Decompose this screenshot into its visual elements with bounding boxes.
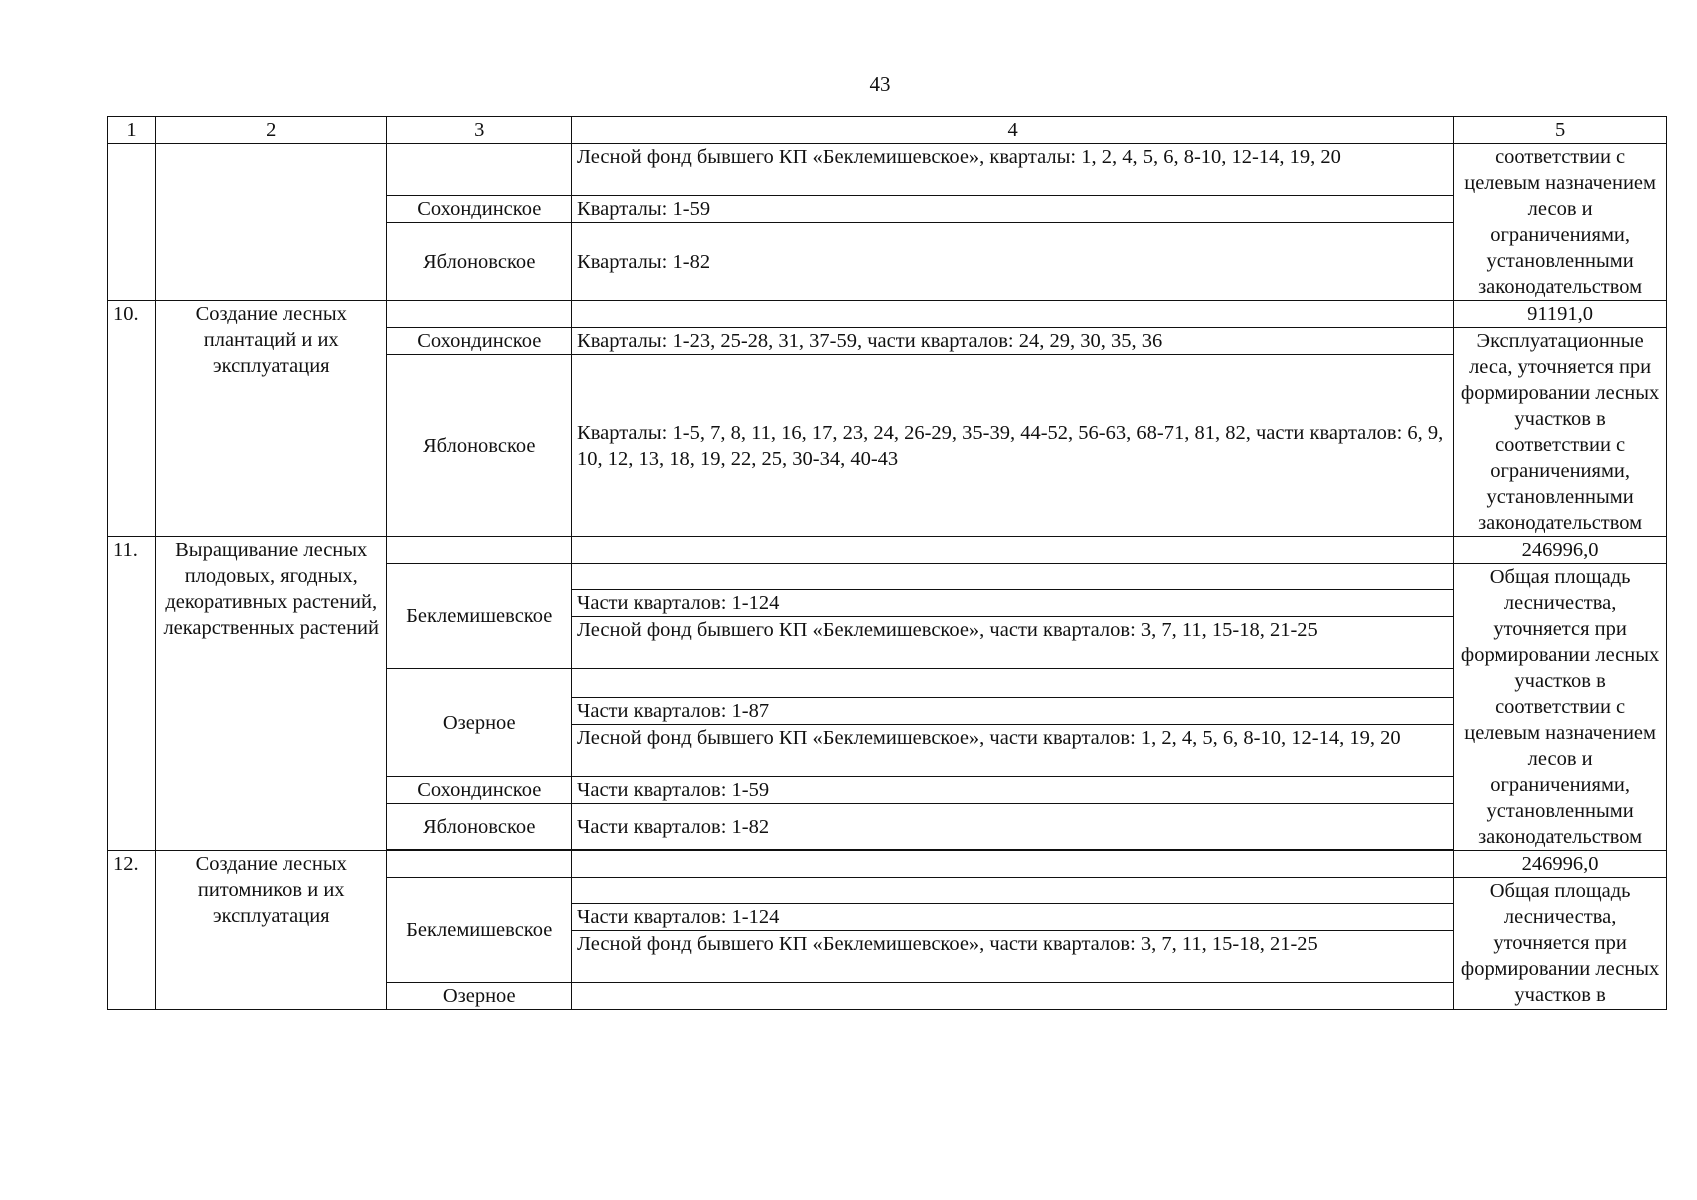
quarters-cell: Кварталы: 1-82 xyxy=(572,223,1454,301)
area-cell: 246996,0 xyxy=(1454,537,1667,564)
district-cell: Яблоновское xyxy=(387,223,572,301)
number-cell xyxy=(108,144,156,301)
header-cell: 2 xyxy=(155,117,387,144)
quarters-cell: Лесной фонд бывшего КП «Беклемишевское», кварталы: 1, 2, 4, 5, 6, 8-10, 12-14, 19, 20 xyxy=(572,144,1454,196)
district-cell: Беклемишевское xyxy=(387,878,572,983)
number-cell: 12. xyxy=(108,851,156,1010)
quarters-cell: Части кварталов: 1-124 xyxy=(572,590,1454,617)
district-cell xyxy=(387,537,572,564)
note-cell: Эксплуатационные леса, уточняется при формировании лесных участков в соответствии с ограничениями, установленными законодательством xyxy=(1454,328,1667,537)
district-cell xyxy=(387,851,572,878)
table-row xyxy=(108,144,1667,196)
number-cell: 10. xyxy=(108,301,156,537)
quarters-cell xyxy=(572,301,1454,328)
header-cell: 1 xyxy=(108,117,156,144)
name-cell xyxy=(155,144,387,301)
district-cell: Яблоновское xyxy=(387,804,572,850)
quarters-cell xyxy=(572,878,1454,904)
number-cell: 11. xyxy=(108,537,156,851)
district-cell: Озерное xyxy=(387,983,572,1010)
name-cell: Создание лесных питомников и их эксплуатация xyxy=(155,851,387,1010)
district-cell: Сохондинское xyxy=(387,777,572,804)
quarters-cell xyxy=(572,537,1454,564)
quarters-cell xyxy=(572,983,1454,1010)
quarters-cell xyxy=(572,564,1454,590)
quarters-cell: Части кварталов: 1-87 xyxy=(572,698,1454,725)
quarters-cell: Лесной фонд бывшего КП «Беклемишевское», части кварталов: 1, 2, 4, 5, 6, 8-10, 12-14, 19, 20 xyxy=(572,725,1454,777)
district-cell xyxy=(387,144,572,196)
quarters-cell: Части кварталов: 1-124 xyxy=(572,904,1454,931)
table-row xyxy=(108,301,1667,328)
quarters-cell: Лесной фонд бывшего КП «Беклемишевское», части кварталов: 3, 7, 11, 15-18, 21-25 xyxy=(572,617,1454,669)
header-row xyxy=(108,117,1667,144)
page-number: 43 xyxy=(869,72,891,96)
note-cell: соответствии с целевым назначением лесов и ограничениями, установленными законодательством xyxy=(1454,144,1667,301)
quarters-cell: Кварталы: 1-5, 7, 8, 11, 16, 17, 23, 24, 26-29, 35-39, 44-52, 56-63, 68-71, 81, 82, части кварталов: 6, 9, 10, 12, 13, 18, 19, 22, 25, 30-34, 40-43 xyxy=(572,355,1454,537)
district-cell xyxy=(387,301,572,328)
note-cell: Общая площадь лесничества, уточняется при формировании лесных участков в соответствии с целевым назначением лесов и ограничениями, установленными законодательством xyxy=(1454,564,1667,851)
note-cell: Общая площадь лесничества, уточняется при формировании лесных участков в xyxy=(1454,878,1667,1010)
quarters-cell: Кварталы: 1-23, 25-28, 31, 37-59, части кварталов: 24, 29, 30, 35, 36 xyxy=(572,328,1454,355)
district-cell: Озерное xyxy=(387,669,572,777)
area-cell: 246996,0 xyxy=(1454,851,1667,878)
name-cell: Создание лесных плантаций и их эксплуатация xyxy=(155,301,387,537)
quarters-cell: Кварталы: 1-59 xyxy=(572,196,1454,223)
table-row xyxy=(108,537,1667,564)
quarters-cell: Части кварталов: 1-59 xyxy=(572,777,1454,804)
header-cell: 5 xyxy=(1454,117,1667,144)
quarters-cell: Лесной фонд бывшего КП «Беклемишевское», части кварталов: 3, 7, 11, 15-18, 21-25 xyxy=(572,931,1454,983)
district-cell: Сохондинское xyxy=(387,328,572,355)
header-cell: 4 xyxy=(572,117,1454,144)
district-cell: Яблоновское xyxy=(387,355,572,537)
table-row xyxy=(108,851,1667,878)
quarters-cell xyxy=(572,669,1454,698)
district-cell: Беклемишевское xyxy=(387,564,572,669)
forest-use-table xyxy=(107,116,1667,1010)
quarters-cell: Части кварталов: 1-82 xyxy=(572,804,1454,850)
area-cell: 91191,0 xyxy=(1454,301,1667,328)
name-cell: Выращивание лесных плодовых, ягодных, декоративных растений, лекарственных растений xyxy=(155,537,387,851)
quarters-cell xyxy=(572,851,1454,878)
header-cell: 3 xyxy=(387,117,572,144)
district-cell: Сохондинское xyxy=(387,196,572,223)
